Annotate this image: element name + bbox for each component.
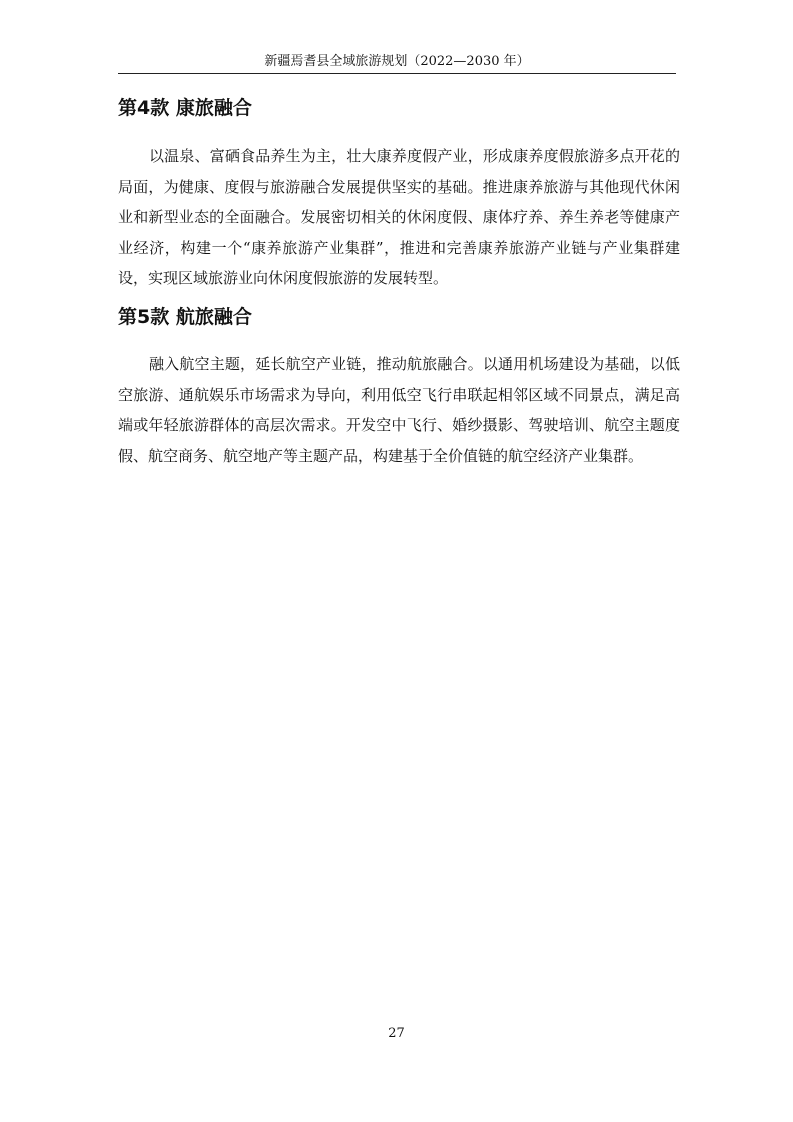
section-heading-kanglv: 第4款 康旅融合: [118, 97, 252, 119]
header-divider: [118, 73, 676, 74]
section-paragraph-hanglv: 融入航空主题，延长航空产业链，推动航旅融合。以通用机场建设为基础，以低空旅游、通航娱乐市场需求为导向，利用低空飞行串联起相邻区域不同景点，满足高端或年轻旅游群体的高层次需求。开发空中飞行、婚纱摄影、驾驶培训、航空主题度假、航空商务、航空地产等主题产品，构建基于全价值链的航空经济产业集群。: [118, 355, 680, 465]
section-paragraph-kanglv: 以温泉、富硒食品养生为主，壮大康养度假产业，形成康养度假旅游多点开花的局面，为健康、度假与旅游融合发展提供坚实的基础。推进康养旅游与其他现代休闲业和新型业态的全面融合。发展密切相关的休闲度假、康体疗养、养生养老等健康产业经济，构建一个“康养旅游产业集群”，推进和完善康养旅游产业链与产业集群建设，实现区域旅游业向休闲度假旅游的发展转型。: [118, 147, 680, 287]
page-number: 27: [388, 1026, 405, 1041]
page-header: 新疆焉耆县全域旅游规划（2022—2030 年）: [264, 54, 530, 69]
section-heading-hanglv: 第5款 航旅融合: [118, 306, 252, 328]
